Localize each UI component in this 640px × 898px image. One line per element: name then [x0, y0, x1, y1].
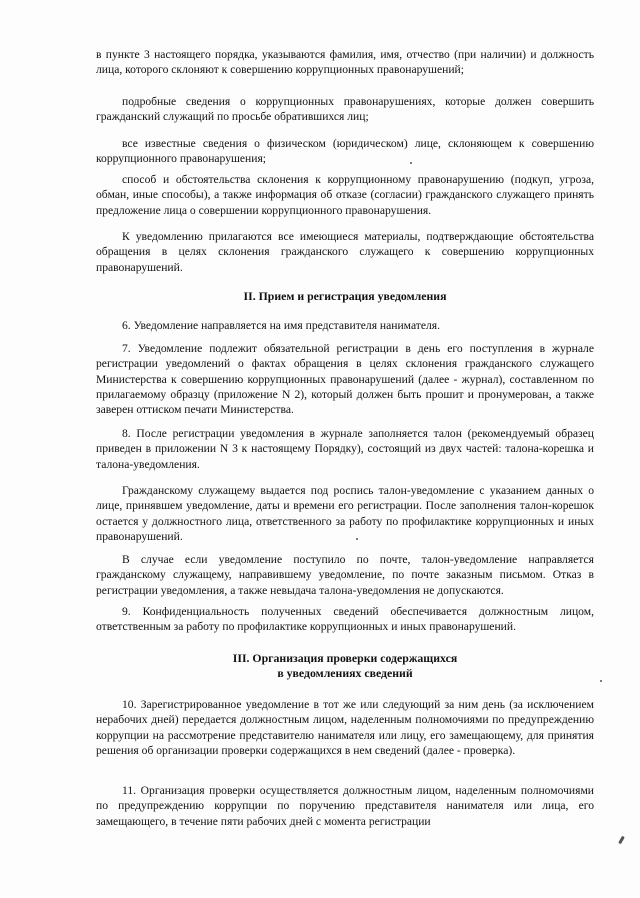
item-9: 9. Конфиденциальность полученных сведений обеспечивается должностным лицом, ответственным за работу по профилактике коррупционных и иных правонарушений.	[96, 605, 594, 634]
scan-speck	[410, 162, 412, 164]
section-3-heading: III. Организация проверки содержащихся в уведомлениях сведений	[232, 651, 458, 681]
paragraph-method: способ и обстоятельства склонения к коррупционному правонарушению (подкуп, угроза, обман, иные способы), а также информация об отказе (согласии) гражданского служащего принять предложение лица о совершении коррупционного правонарушения.	[96, 173, 594, 217]
item-11: 11. Организация проверки осуществляется должностным лицом, наделенным полномочиями по предупреждению коррупции по поручению представителя нанимателя или лица, его замещающего, в течение пяти рабочих дней с момента регистрации	[96, 784, 594, 828]
paragraph-mail: В случае если уведомление поступило по почте, талон-уведомление направляется гражданскому служащему, направившему уведомление, по почте заказным письмом. Отказ в регистрации уведомления, а также невыдача талона-уведомления не допускаются.	[96, 553, 594, 597]
scan-speck	[600, 680, 602, 682]
section-2-heading: II. Прием и регистрация уведомления	[243, 289, 447, 303]
item-10: 10. Зарегистрированное уведомление в тот же или следующий за ним день (за исключением нерабочих дней) передается должностным лицом, наделенным полномочиями по предупреждению коррупции на рассмотрение представителю нанимателя или лицу, его замещающему, для принятия решения об организации проверки содержащихся в нем сведений (далее - проверка).	[96, 698, 594, 757]
item-7: 7. Уведомление подлежит обязательной регистрации в день его поступления в журнале регистрации уведомлений о фактах обращения в целях склонения гражданского служащего Министерства к совершению коррупционных правонарушений (далее - журнал), составленном по прилагаемому образцу (приложение N 2), который должен быть прошит и пронумерован, а также заверен оттиском печати Министерства.	[96, 342, 594, 417]
paragraph-intro: в пункте 3 настоящего порядка, указываются фамилия, имя, отчество (при наличии) и должность лица, которого склоняют к совершению коррупционных правонарушений;	[96, 48, 594, 77]
paragraph-attachments: К уведомлению прилагаются все имеющиеся материалы, подтверждающие обстоятельства обращения в целях склонения гражданского служащего к совершению коррупционных правонарушений.	[96, 230, 594, 274]
paragraph-talon-issue: Гражданскому служащему выдается под роспись талон-уведомление с указанием данных о лице, принявшем уведомление, даты и времени его регистрации. После заполнения талон-корешок остается у должностного лица, ответственного за работу по профилактике коррупционных и иных правонарушений.	[96, 484, 594, 543]
paragraph-details: подробные сведения о коррупционных правонарушениях, которые должен совершить гражданский служащий по просьбе обратившихся лиц;	[96, 95, 594, 124]
item-6: 6. Уведомление направляется на имя представителя нанимателя.	[122, 319, 441, 332]
scan-speck	[356, 538, 358, 540]
paragraph-person: все известные сведения о физическом (юридическом) лице, склоняющем к совершению коррупционного правонарушения;	[96, 137, 594, 166]
item-8: 8. После регистрации уведомления в журнале заполняется талон (рекомендуемый образец приведен в приложении N 3 к настоящему Порядку), состоящий из двух частей: талона-корешка и талона-уведомления.	[96, 427, 594, 471]
scan-speck	[618, 836, 625, 844]
